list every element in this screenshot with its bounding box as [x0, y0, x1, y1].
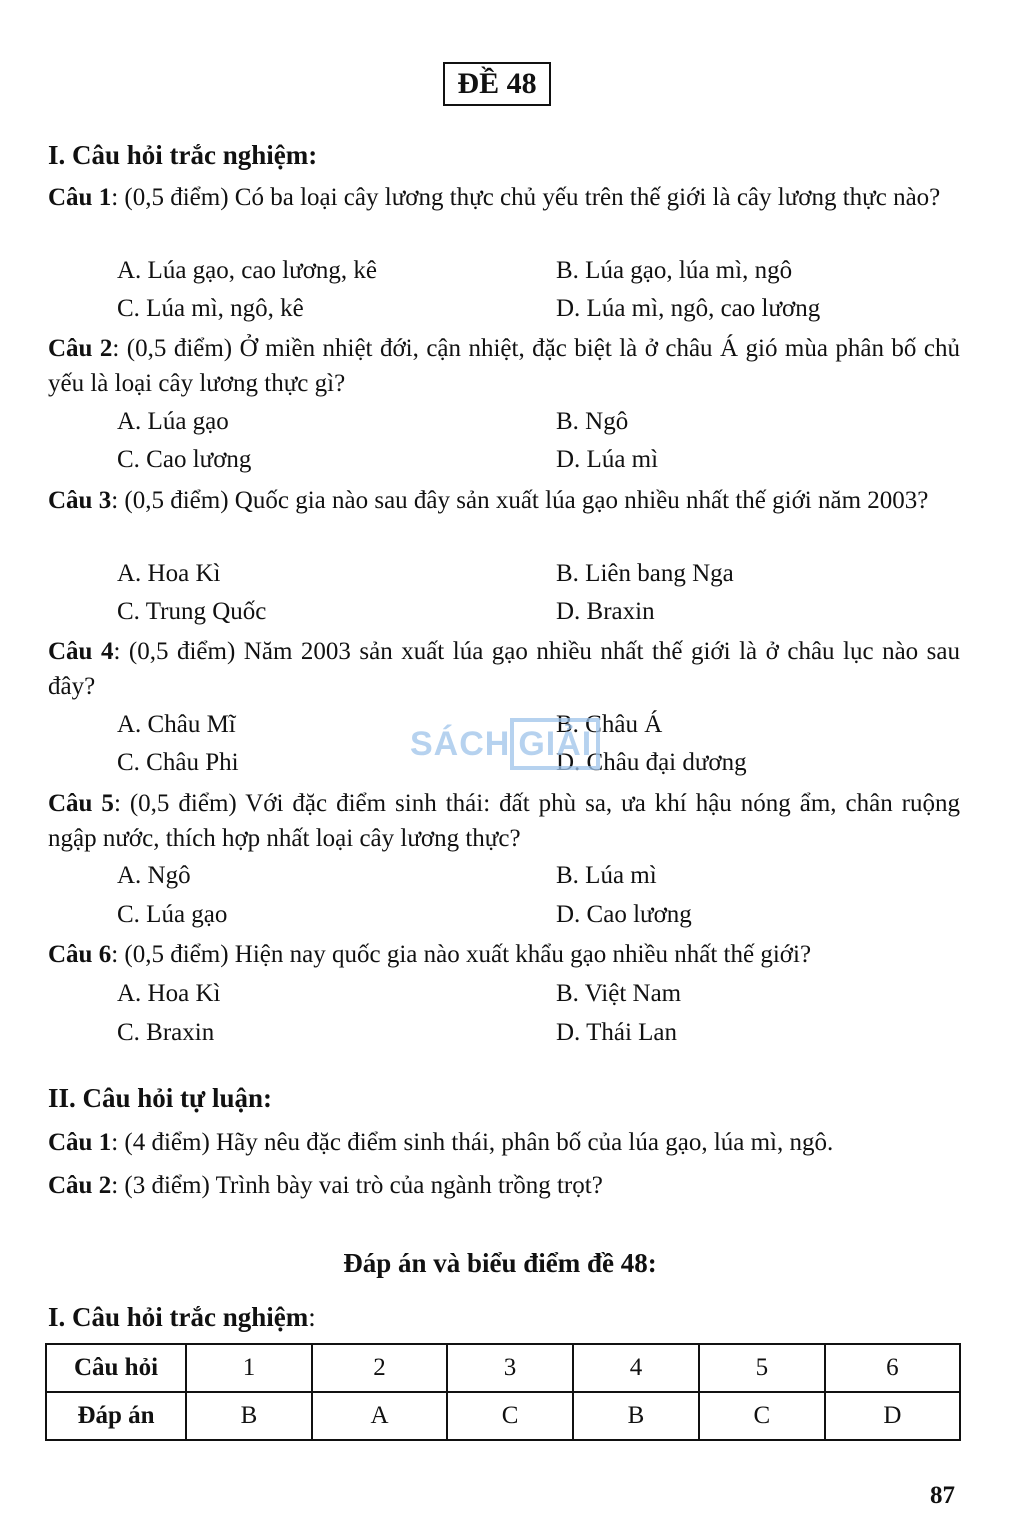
question-6 — [48, 937, 960, 972]
question-1 — [48, 180, 960, 215]
answer-cell: D — [825, 1392, 960, 1440]
question-label: Câu 2 — [48, 1172, 112, 1199]
question-5 — [48, 786, 960, 856]
question-label: Câu 5 — [48, 790, 114, 817]
answer-cell: C — [699, 1392, 825, 1440]
question-2-option-d: D. Lúa mì — [556, 446, 659, 473]
question-number-cell: 1 — [186, 1344, 312, 1392]
question-number-cell: 5 — [699, 1344, 825, 1392]
question-text: : (0,5 điểm) Hiện nay quốc gia nào xuất khẩu gạo nhiều nhất thế giới? — [111, 941, 812, 968]
answer-table — [45, 1343, 961, 1441]
table-row-answers — [46, 1392, 960, 1440]
question-text: : (0,5 điểm) Có ba loại cây lương thực chủ yếu trên thế giới là cây lương thực nào? — [111, 184, 941, 211]
answer-cell: A — [312, 1392, 447, 1440]
question-4-option-a: A. Châu Mĩ — [117, 711, 236, 738]
table-row-question-numbers — [46, 1344, 960, 1392]
question-1-option-d: D. Lúa mì, ngô, cao lương — [556, 295, 821, 322]
answer-section-label: I. Câu hỏi trắc nghiệm — [48, 1302, 309, 1332]
question-3-option-d: D. Braxin — [556, 598, 655, 625]
page-number: 87 — [930, 1482, 955, 1509]
question-3-option-b: B. Liên bang Nga — [556, 560, 734, 587]
question-2 — [48, 331, 960, 401]
question-text: : (0,5 điểm) Năm 2003 sản xuất lúa gạo nhiều nhất thế giới là ở châu lục nào sau đây? — [48, 638, 961, 700]
question-1-option-a: A. Lúa gạo, cao lương, kê — [117, 257, 378, 284]
question-number-cell: 3 — [447, 1344, 573, 1392]
question-4 — [48, 634, 960, 704]
question-label: Câu 4 — [48, 638, 114, 665]
question-1-option-c: C. Lúa mì, ngô, kê — [117, 295, 304, 322]
watermark-text-right: GIẢI — [510, 718, 600, 770]
question-1-option-b: B. Lúa gạo, lúa mì, ngô — [556, 257, 793, 284]
question-6-option-c: C. Braxin — [117, 1019, 215, 1046]
question-6-option-d: D. Thái Lan — [556, 1019, 678, 1046]
question-text: : (4 điểm) Hãy nêu đặc điểm sinh thái, phân bố của lúa gạo, lúa mì, ngô. — [111, 1129, 834, 1156]
question-text: : (3 điểm) Trình bày vai trò của ngành trồng trọt? — [111, 1172, 603, 1199]
question-number-cell: 4 — [573, 1344, 699, 1392]
watermark-text-left: SÁCH — [410, 725, 511, 763]
question-5-option-a: A. Ngô — [117, 862, 191, 889]
question-label: Câu 2 — [48, 335, 113, 362]
row-label-answers: Đáp án — [46, 1392, 186, 1440]
question-3-option-c: C. Trung Quốc — [117, 598, 267, 625]
question-2-option-c: C. Cao lương — [117, 446, 252, 473]
question-4-option-b: B. Châu Á — [556, 711, 663, 738]
question-5-option-b: B. Lúa mì — [556, 862, 657, 889]
section-multiple-choice-heading: I. Câu hỏi trắc nghiệm: — [48, 140, 318, 170]
question-2-option-b: B. Ngô — [556, 408, 629, 435]
essay-question-1 — [48, 1125, 960, 1160]
question-label: Câu 1 — [48, 184, 112, 211]
essay-question-2 — [48, 1168, 960, 1203]
question-2-option-a: A. Lúa gạo — [117, 408, 229, 435]
question-4-option-c: C. Châu Phi — [117, 749, 239, 776]
question-text: : (0,5 điểm) Quốc gia nào sau đây sản xuất lúa gạo nhiều nhất thế giới năm 2003? — [111, 487, 929, 514]
question-text: : (0,5 điểm) Ở miền nhiệt đới, cận nhiệt, đặc biệt là ở châu Á gió mùa phân bố chủ yếu là loại cây lương thực gì? — [48, 335, 960, 397]
question-label: Câu 3 — [48, 487, 112, 514]
question-number-cell: 6 — [825, 1344, 960, 1392]
question-3-option-a: A. Hoa Kì — [117, 560, 221, 587]
question-6-option-b: B. Việt Nam — [556, 980, 682, 1007]
question-5-option-c: C. Lúa gạo — [117, 901, 228, 928]
question-text: : (0,5 điểm) Với đặc điểm sinh thái: đất phù sa, ưa khí hậu nóng ẩm, chân ruộng ngập nước, thích hợp nhất loại cây lương thực? — [48, 790, 960, 852]
question-label: Câu 1 — [48, 1129, 112, 1156]
question-4-option-d: D. Châu đại dương — [556, 749, 747, 776]
question-3 — [48, 483, 960, 518]
exam-title: ĐỀ 48 — [443, 62, 551, 106]
section-essay-heading: II. Câu hỏi tự luận: — [48, 1083, 273, 1113]
answer-section-colon: : — [308, 1302, 316, 1332]
question-number-cell: 2 — [312, 1344, 447, 1392]
watermark-logo — [410, 718, 620, 778]
answer-section-heading — [48, 1302, 316, 1333]
question-5-option-d: D. Cao lương — [556, 901, 692, 928]
answer-key-title: Đáp án và biểu điểm đề 48: — [343, 1248, 657, 1278]
question-label: Câu 6 — [48, 941, 112, 968]
question-6-option-a: A. Hoa Kì — [117, 980, 221, 1007]
row-label-questions: Câu hỏi — [46, 1344, 186, 1392]
answer-cell: C — [447, 1392, 573, 1440]
answer-cell: B — [186, 1392, 312, 1440]
answer-cell: B — [573, 1392, 699, 1440]
